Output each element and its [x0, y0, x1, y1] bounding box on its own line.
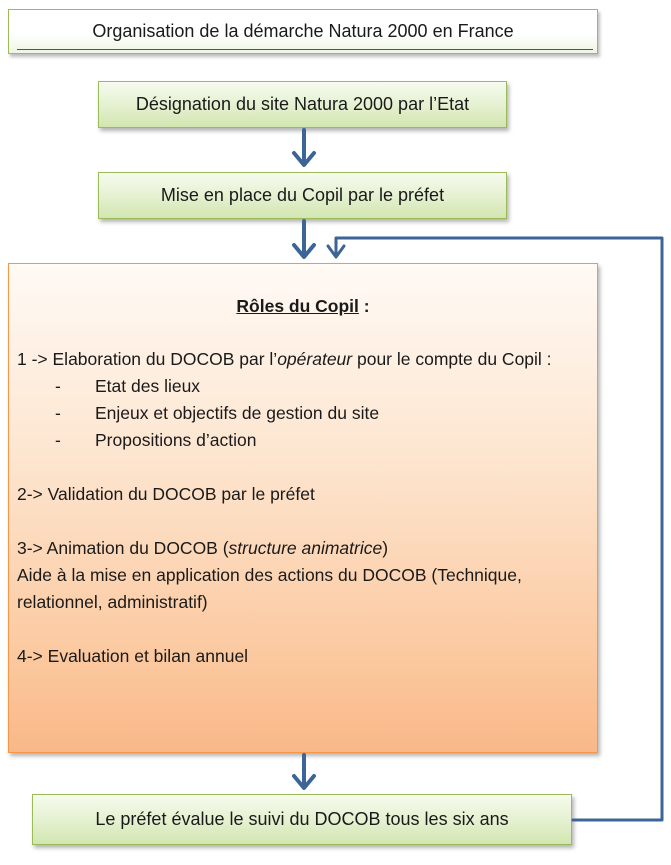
step-evaluation-text: Le préfet évalue le suivi du DOCOB tous les six ans — [95, 808, 509, 829]
step-designation-box — [98, 81, 507, 128]
arrow-down-2 — [294, 221, 314, 257]
role-bullet-3 — [17, 427, 589, 454]
step-evaluation-box — [32, 794, 572, 845]
arrow-down-1 — [294, 130, 314, 165]
step-copil-setup-text: Mise en place du Copil par le préfet — [160, 184, 445, 205]
roles-heading-title: Rôles du Copil — [236, 296, 359, 316]
diagram-title-text: Organisation de la démarche Natura 2000 en France — [92, 20, 514, 41]
role-item-3 — [17, 535, 589, 562]
role-item-4: 4-> Evaluation et bilan annuel — [17, 646, 249, 666]
bullet-marker-2: - — [55, 403, 61, 423]
role-item-1-prefix: 1 -> Elaboration du DOCOB par l’ — [17, 349, 278, 369]
bullet-text-2: Enjeux et objectifs de gestion du site — [95, 403, 380, 423]
role-item-1 — [17, 346, 589, 373]
role-item-1-suffix: pour le compte du Copil : — [352, 349, 552, 369]
role-item-3-italic: structure animatrice — [228, 538, 383, 558]
role-item-1-italic: opérateur — [277, 349, 353, 369]
step-copil-setup-box — [98, 172, 507, 219]
role-item-2: 2-> Validation du DOCOB par le préfet — [17, 484, 315, 504]
role-item-3-prefix: 3-> Animation du DOCOB ( — [17, 538, 229, 558]
diagram-title — [8, 9, 598, 54]
roles-heading — [17, 293, 589, 320]
bullet-marker-3: - — [55, 430, 61, 450]
role-item-3-suffix: ) — [382, 538, 389, 558]
bullet-marker-1: - — [55, 376, 61, 396]
role-bullet-2 — [17, 400, 589, 427]
role-item-3-detail: Aide à la mise en application des actions du DOCOB (Technique, relationnel, administratif) — [17, 565, 522, 612]
arrow-down-3 — [294, 755, 314, 788]
roles-heading-suffix: : — [358, 296, 370, 316]
step-designation-text: Désignation du site Natura 2000 par l’Etat — [135, 93, 470, 114]
bullet-text-1: Etat des lieux — [95, 376, 201, 396]
role-bullet-1 — [17, 373, 589, 400]
bullet-text-3: Propositions d’action — [95, 430, 257, 450]
copil-roles-box — [8, 263, 598, 753]
